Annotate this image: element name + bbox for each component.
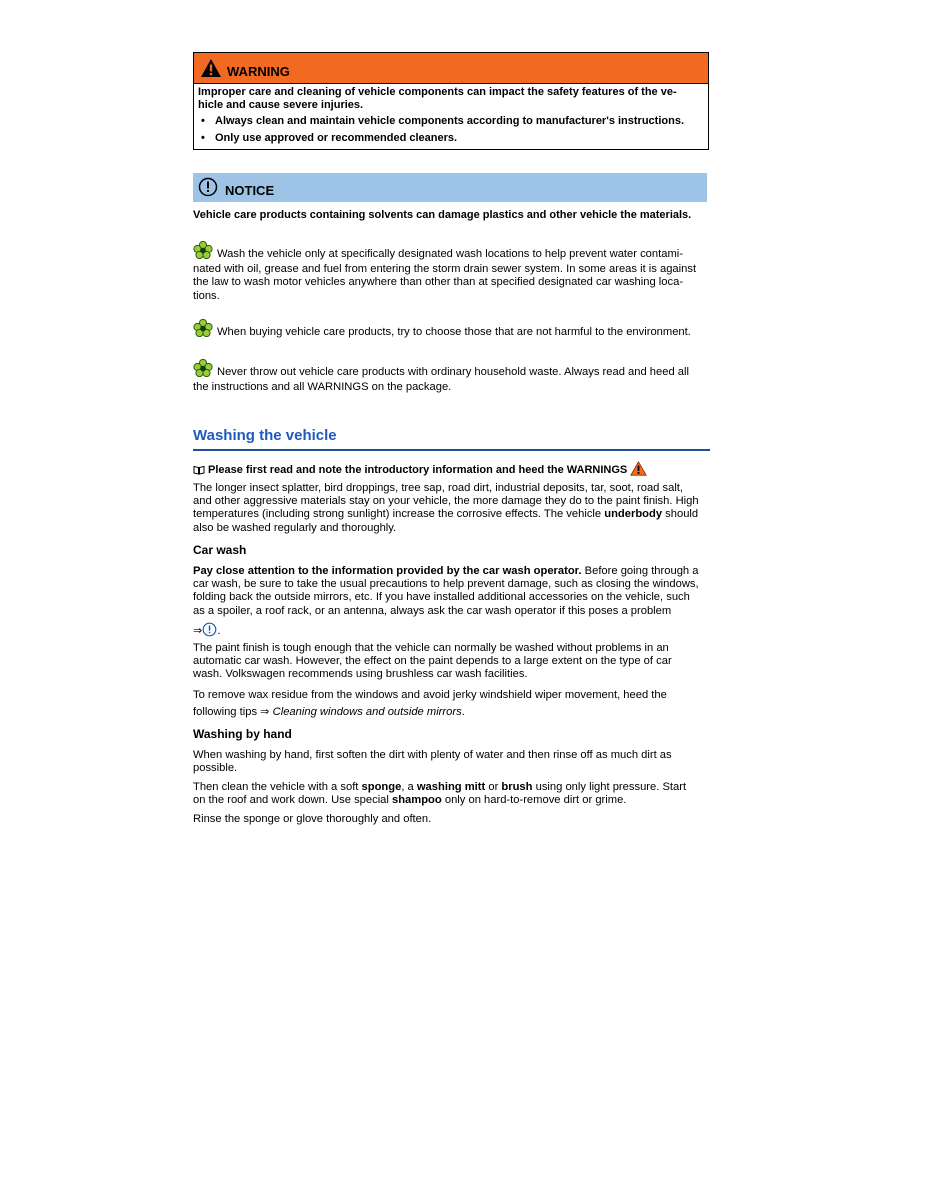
warning-text-line: Improper care and cleaning of vehicle components can impact the safety features of the ve- [198, 86, 677, 98]
text-run: only on hard-to-remove dirt or grime. [441, 794, 627, 807]
warning-text [198, 86, 704, 112]
subheading-car-wash: Car wash [193, 543, 247, 557]
text-line: Before going through a [581, 565, 699, 577]
text-line: folding back the outside mirrors, etc. If you have installed additional accessories on the vehicle, such [193, 591, 690, 604]
paragraph-rinse: Rinse the sponge or glove thoroughly and often. [193, 813, 432, 825]
environment-note [193, 241, 709, 303]
note-line: Wash the vehicle only at specifically designated wash locations to help prevent water contami- [217, 248, 683, 260]
warning-triangle-icon [200, 58, 222, 82]
note-line: When buying vehicle care products, try to choose those that are not harmful to the environment. [217, 326, 691, 338]
intro-note [193, 461, 647, 480]
text-run: Then clean the vehicle with a soft [193, 781, 362, 793]
notice-title: NOTICE [225, 183, 275, 198]
text-end: . [461, 706, 465, 718]
note-line: nated with oil, grease and fuel from entering the storm drain sewer system. In some areas it is against [193, 263, 697, 276]
section-title: Washing the vehicle [193, 427, 337, 444]
environment-note [193, 359, 709, 394]
bold-term: sponge [361, 781, 402, 793]
paragraph-car-wash [193, 565, 709, 641]
notice-reference[interactable] [193, 622, 220, 641]
environment-note [193, 319, 709, 341]
text-line: temperatures (including strong sunlight) increase the corrosive effects. The vehicle [193, 508, 605, 521]
intro-text: Please first read and note the introductory information and heed the WARNINGS [208, 464, 628, 476]
text-line: To remove wax residue from the windows and avoid jerky windshield wiper movement, heed the [193, 689, 667, 701]
exclamation-circle-icon [198, 177, 218, 201]
cleaning-windows-link[interactable]: Cleaning windows and outside mirrors [272, 706, 462, 718]
text-line: When washing by hand, first soften the dirt with plenty of water and then rinse off as much dirt as [193, 749, 672, 761]
warning-title: WARNING [227, 64, 290, 79]
text-end: . [217, 624, 221, 637]
subheading-washing-by-hand: Washing by hand [193, 727, 292, 741]
arrow-ref: ⇒ [193, 624, 203, 637]
text-line: possible. [193, 762, 238, 775]
notice-header [193, 173, 707, 202]
text-line: wash. Volkswagen recommends using brushless car wash facilities. [193, 668, 528, 681]
book-icon [193, 465, 205, 479]
text-line: The longer insect splatter, bird droppings, tree sap, road dirt, industrial deposits, tar, soot, road salt, [193, 482, 684, 494]
text-run: , a [401, 781, 417, 793]
bold-term: brush [501, 781, 533, 793]
text-run: on the roof and work down. Use special [193, 794, 392, 807]
text-line: car wash, be sure to take the usual precautions to help prevent damage, such as closing the windows, [193, 578, 699, 591]
warning-body [194, 84, 708, 145]
warning-triangle-icon[interactable] [630, 461, 647, 480]
text-line: following tips ⇒ [193, 706, 273, 718]
text-line: also be washed regularly and thoroughly. [193, 521, 397, 534]
paragraph-damage [193, 482, 709, 535]
text-line: The paint finish is tough enough that the vehicle can normally be washed without problems in an [193, 642, 669, 654]
warning-bullet: • Always clean and maintain vehicle components according to manufacturer's instructions. [198, 115, 704, 128]
bold-term: underbody [604, 508, 663, 521]
text-run: or [485, 781, 502, 793]
note-line: the instructions and all WARNINGS on the package. [193, 381, 452, 394]
note-line: the law to wash motor vehicles anywhere than other than at specified designated car washing loca- [193, 276, 684, 289]
note-line: tions. [193, 289, 220, 302]
bold-term: Pay close attention to the information provided by the car wash operator. [193, 565, 582, 577]
environment-flower-icon [193, 241, 213, 263]
exclamation-circle-icon [202, 622, 217, 641]
text-line: automatic car wash. However, the effect on the paint depends to a large extent on the type of car [193, 655, 672, 668]
warning-list [198, 115, 704, 144]
bold-term: shampoo [392, 794, 442, 807]
paragraph-clean-vehicle [193, 781, 709, 807]
text-line: and other aggressive materials stay on your vehicle, the more damage they do to the paint finish. High [193, 495, 699, 508]
text-run: using only light pressure. Start [532, 781, 687, 793]
paragraph-soften-dirt [193, 749, 709, 775]
text-line: as a spoiler, a roof rack, or an antenna, always ask the car wash operator if this poses a problem [193, 604, 672, 617]
text-line: should [662, 508, 699, 521]
paragraph-paint-finish [193, 642, 709, 682]
environment-flower-icon [193, 359, 213, 381]
paragraph-wax-residue [193, 687, 709, 721]
warning-box [193, 52, 709, 150]
warning-text-line: hicle and cause severe injuries. [198, 99, 364, 112]
environment-flower-icon [193, 319, 213, 341]
notice-text: Vehicle care products containing solvents can damage plastics and other vehicle the materials. [193, 209, 692, 221]
bold-term: washing mitt [416, 781, 486, 793]
note-line: Never throw out vehicle care products with ordinary household waste. Always read and heed all [217, 366, 689, 378]
section-heading [193, 429, 710, 451]
warning-header [194, 53, 708, 84]
warning-bullet: • Only use approved or recommended cleaners. [198, 132, 704, 145]
